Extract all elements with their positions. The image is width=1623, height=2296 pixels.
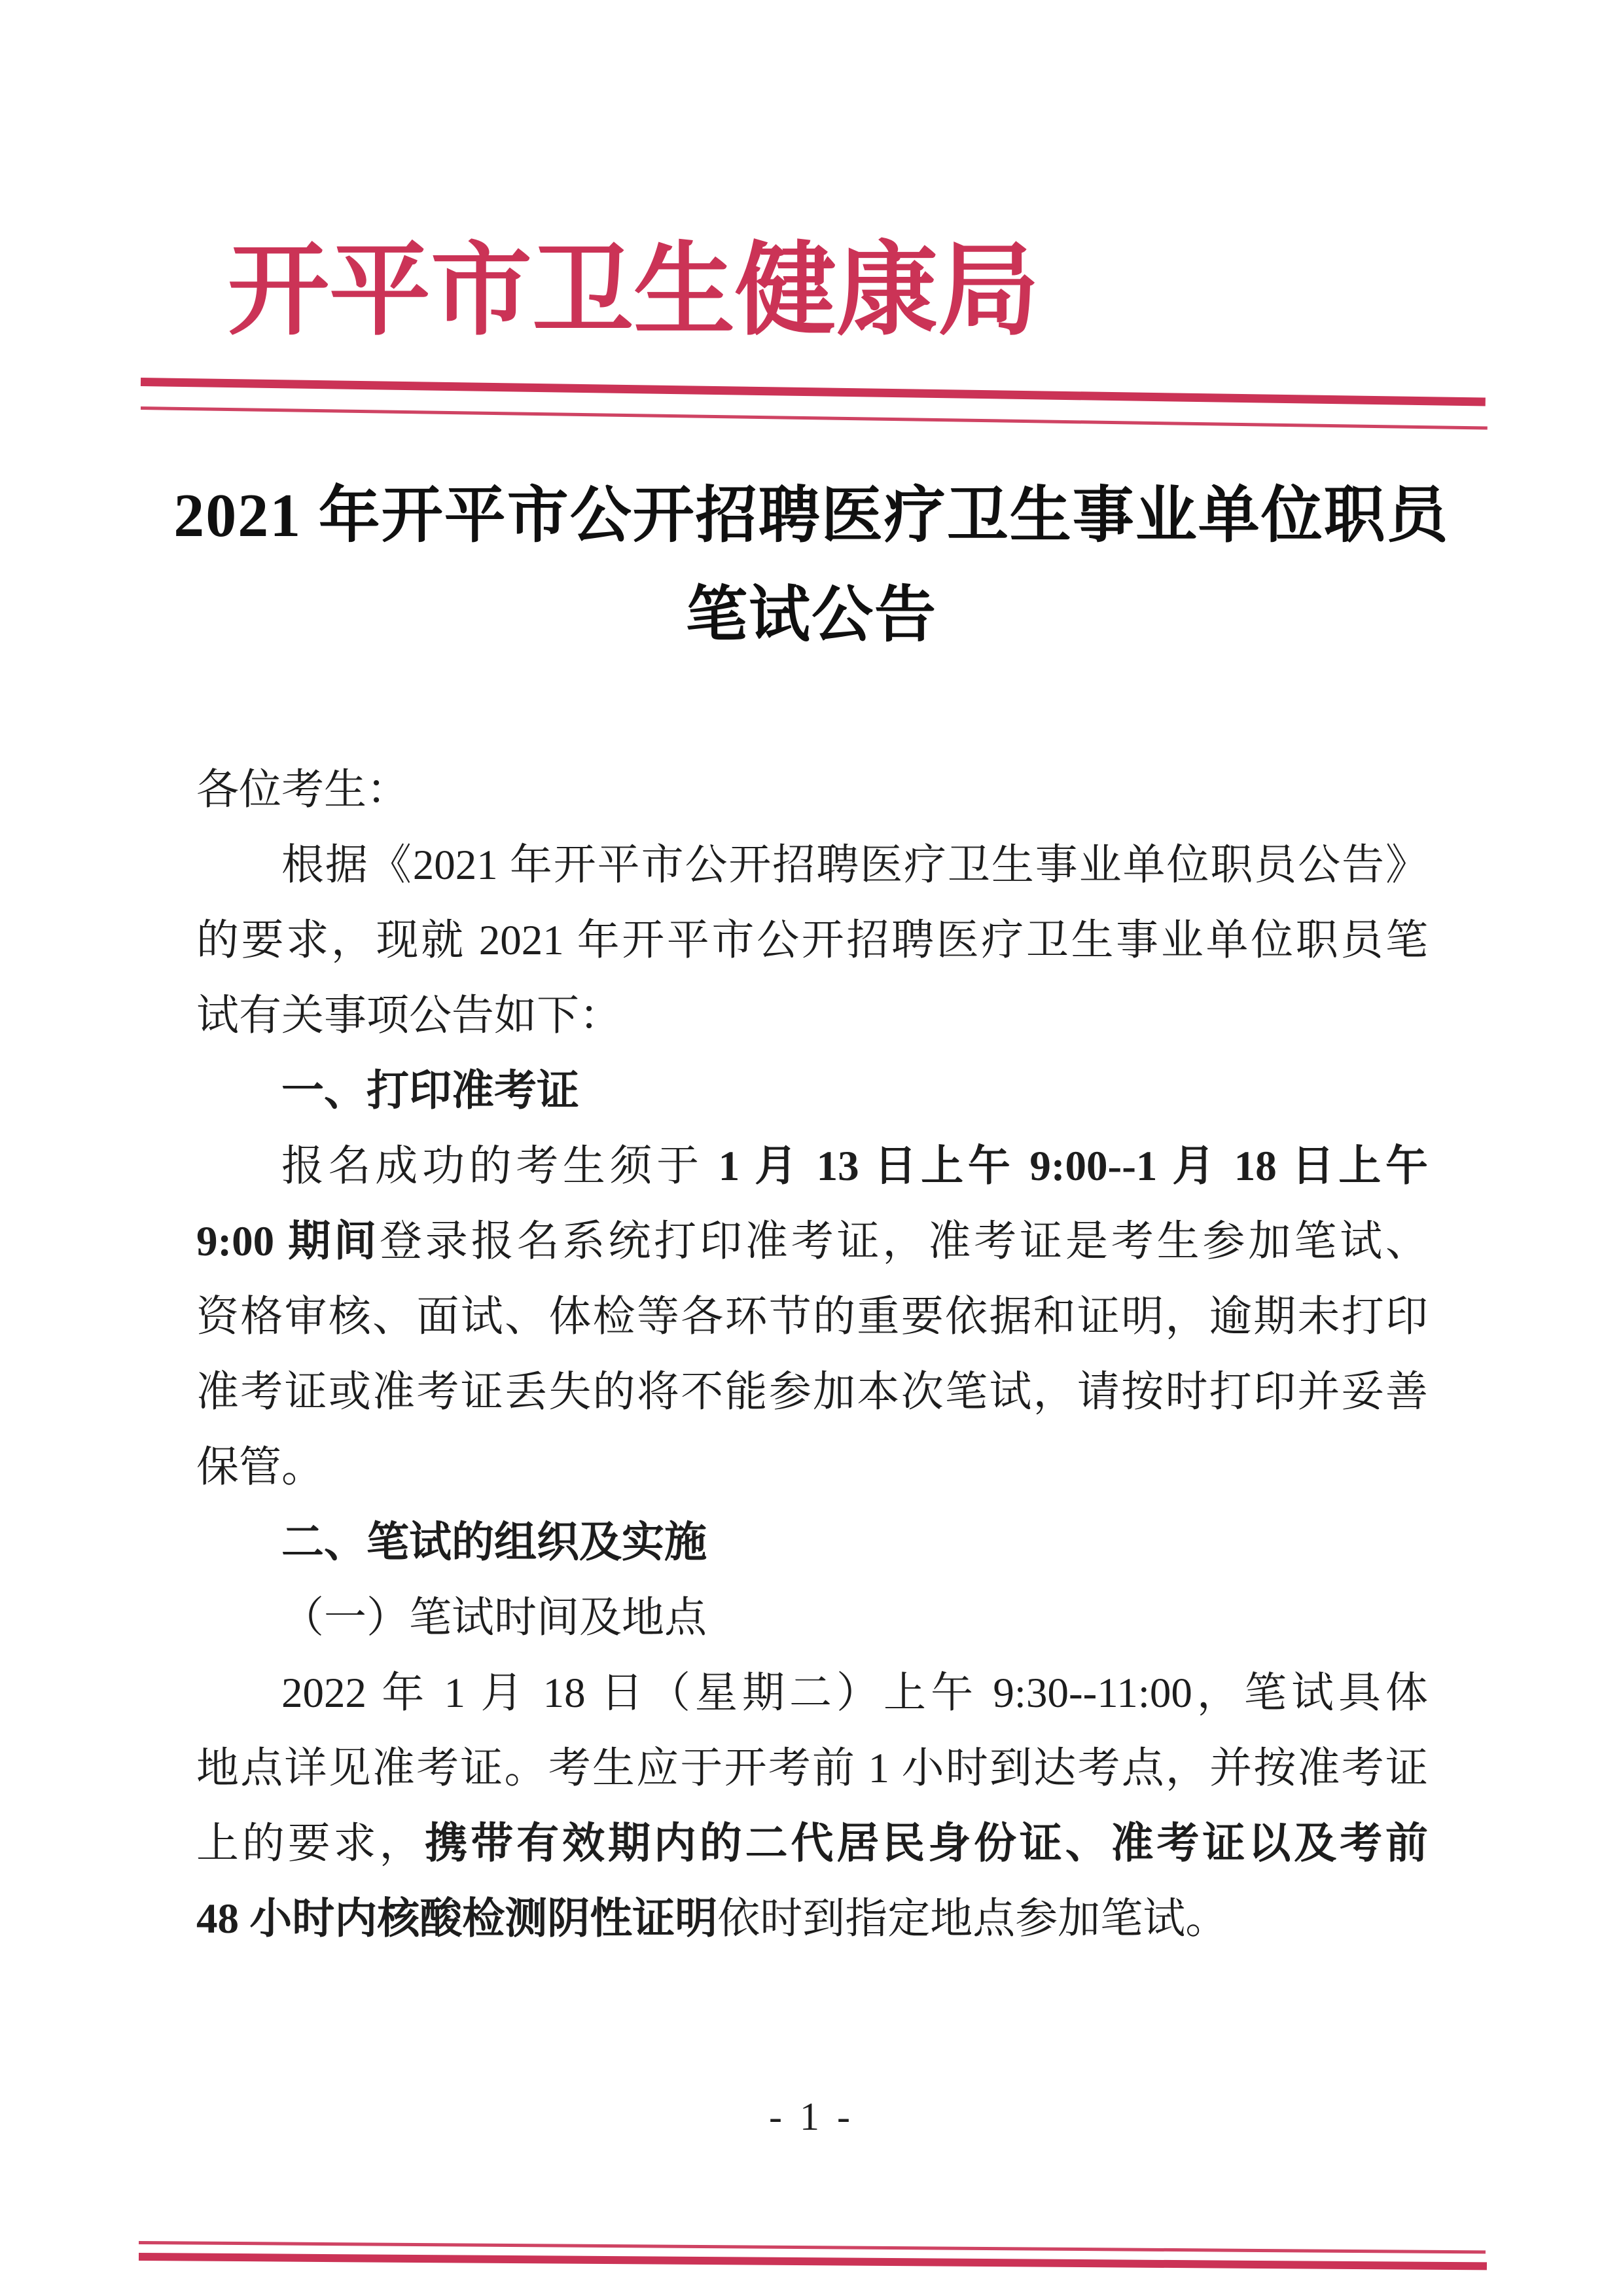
page-number: - 1 -: [769, 2095, 854, 2138]
body-text: 地点详见准考证。考生应于开考前 1 小时到达考点，并按准考证: [196, 1745, 1428, 1792]
body-line: [196, 1054, 1428, 1129]
bold-emphasis-text: 一、打印准考证: [281, 1067, 580, 1115]
body-text: 根据《2021 年开平市公开招聘医疗卫生事业单位职员公告》: [281, 842, 1428, 889]
bold-emphasis-text: 9:00 期间: [196, 1218, 380, 1265]
body-text: 保管。: [196, 1444, 325, 1491]
title-line-1: 2021 年开平市公开招聘医疗卫生事业单位职员: [173, 482, 1450, 550]
body-line: [196, 1656, 1428, 1731]
footer-rule-thick: [139, 2253, 1487, 2270]
document-body: [196, 753, 1428, 1957]
title-line-2: 笔试公告: [685, 581, 937, 649]
body-text: 的要求，现就 2021 年开平市公开招聘医疗卫生事业单位职员笔: [196, 917, 1428, 964]
body-line: [196, 1204, 1428, 1280]
body-text: 登录报名系统打印准考证，准考证是考生参加笔试、: [380, 1218, 1428, 1265]
footer-rule-thin: [139, 2241, 1486, 2253]
body-line: [196, 1581, 1428, 1656]
document-title: [0, 466, 1623, 665]
body-text: 资格审核、面试、体检等各环节的重要依据和证明，逾期未打印: [196, 1293, 1428, 1340]
body-text: 上的要求，: [196, 1820, 425, 1867]
body-text: 2022 年 1 月 18 日（星期二）上午 9:30--11:00，笔试具体: [281, 1670, 1428, 1717]
body-line: [196, 1430, 1428, 1505]
bold-emphasis-text: 二、笔试的组织及实施: [281, 1519, 707, 1566]
body-text: 依时到指定地点参加笔试。: [717, 1895, 1228, 1943]
body-text: 各位考生：: [196, 766, 410, 814]
body-line: [196, 1129, 1428, 1204]
body-line: [196, 1505, 1428, 1581]
bold-emphasis-text: 携带有效期内的二代居民身份证、准考证以及考前: [425, 1820, 1428, 1867]
header-rule-thin: [141, 406, 1488, 430]
body-text: （一）笔试时间及地点: [281, 1594, 707, 1641]
body-line: [196, 1882, 1428, 1957]
body-line: [196, 753, 1428, 828]
body-line: [196, 1280, 1428, 1355]
header-rule-thick: [141, 378, 1486, 406]
body-line: [196, 978, 1428, 1054]
body-line: [196, 1731, 1428, 1806]
body-text: 报名成功的考生须于: [281, 1143, 719, 1190]
body-line: [196, 903, 1428, 978]
body-text: 试有关事项公告如下：: [196, 992, 622, 1039]
body-line: [196, 1806, 1428, 1882]
body-line: [196, 1355, 1428, 1430]
agency-name: 开平市卫生健康局: [228, 235, 1039, 348]
body-line: [196, 828, 1428, 903]
body-text: 准考证或准考证丢失的将不能参加本次笔试，请按时打印并妥善: [196, 1369, 1428, 1416]
bold-emphasis-text: 1 月 13 日上午 9:00--1 月 18 日上午: [718, 1143, 1428, 1190]
bold-emphasis-text: 48 小时内核酸检测阴性证明: [196, 1895, 718, 1943]
